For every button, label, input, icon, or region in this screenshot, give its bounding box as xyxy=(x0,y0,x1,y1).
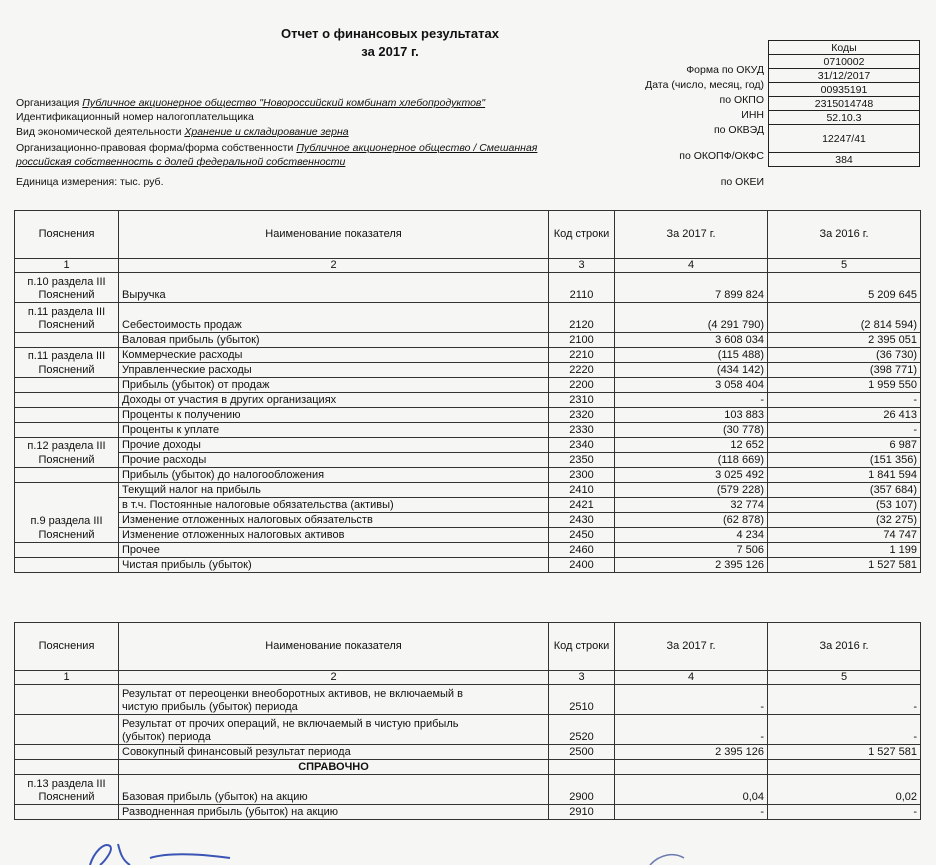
row-2017: - xyxy=(615,805,768,820)
row-2017: (115 488) xyxy=(615,348,768,363)
row-code: 2510 xyxy=(549,685,615,715)
row-name: Валовая прибыль (убыток) xyxy=(119,333,549,348)
colnum: 3 xyxy=(549,259,615,273)
row-code: 2910 xyxy=(549,805,615,820)
row-2017: 7 899 824 xyxy=(615,273,768,303)
row-code: 2430 xyxy=(549,513,615,528)
col-header-notes: Пояснения xyxy=(15,211,119,259)
row-code: 2100 xyxy=(549,333,615,348)
codes-table xyxy=(768,40,920,167)
row-note-line1: п.13 раздела III xyxy=(27,778,106,790)
row-2017: (118 669) xyxy=(615,453,768,468)
empty-cell xyxy=(768,760,921,775)
row-2017: 32 774 xyxy=(615,498,768,513)
okud-value: 0710002 xyxy=(769,55,920,69)
row-2016: 5 209 645 xyxy=(768,273,921,303)
okpo-value: 00935191 xyxy=(769,83,920,97)
row-note: п.9 раздела III xyxy=(15,513,119,528)
section-row xyxy=(15,760,921,775)
row-note: п.11 раздела III xyxy=(15,348,119,363)
colnum: 2 xyxy=(119,671,549,685)
row-2016: 74 747 xyxy=(768,528,921,543)
row-name: Прочие расходы xyxy=(119,453,549,468)
form-value-1: Публичное акционерное общество / Смешанная xyxy=(296,142,538,154)
row-2017: (434 142) xyxy=(615,363,768,378)
row-code: 2220 xyxy=(549,363,615,378)
col-header-name: Наименование показателя xyxy=(119,211,549,259)
org-line xyxy=(16,97,485,110)
okopf-label: по ОКОПФ/ОКФС xyxy=(679,150,764,162)
colnum: 5 xyxy=(768,671,921,685)
inn-label: ИНН xyxy=(741,109,764,121)
date-value: 31/12/2017 xyxy=(769,69,920,83)
row-2016: 1 527 581 xyxy=(768,558,921,573)
table-header-row xyxy=(15,623,921,671)
col-header-2016: За 2016 г. xyxy=(768,623,921,671)
row-note: п.11 раздела III Пояснений xyxy=(15,303,119,333)
row-name: Текущий налог на прибыль xyxy=(119,483,549,498)
row-code: 2450 xyxy=(549,528,615,543)
table-row xyxy=(15,513,921,528)
section-title: СПРАВОЧНО xyxy=(119,760,549,775)
row-2017: 3 608 034 xyxy=(615,333,768,348)
okpo-label: по ОКПО xyxy=(719,94,764,106)
row-name: Прочие доходы xyxy=(119,438,549,453)
row-code: 2460 xyxy=(549,543,615,558)
col-header-code: Код строки xyxy=(549,211,615,259)
table-row xyxy=(15,423,921,438)
row-2016: - xyxy=(768,393,921,408)
colnum: 4 xyxy=(615,259,768,273)
row-code: 2200 xyxy=(549,378,615,393)
row-code: 2421 xyxy=(549,498,615,513)
row-note xyxy=(15,760,119,775)
form-line-1 xyxy=(16,142,537,155)
row-2016: 1 527 581 xyxy=(768,745,921,760)
row-code: 2350 xyxy=(549,453,615,468)
row-2017: 2 395 126 xyxy=(615,745,768,760)
table-row xyxy=(15,685,921,715)
row-name xyxy=(119,685,549,715)
row-2016: 1 959 550 xyxy=(768,378,921,393)
row-2017: 3 058 404 xyxy=(615,378,768,393)
row-code: 2210 xyxy=(549,348,615,363)
row-code: 2300 xyxy=(549,468,615,483)
row-2017: 12 652 xyxy=(615,438,768,453)
row-name-line2: чистую прибыль (убыток) периода xyxy=(122,701,298,713)
comprehensive-result-table xyxy=(14,622,921,820)
row-note xyxy=(15,745,119,760)
row-name: Управленческие расходы xyxy=(119,363,549,378)
org-value: Публичное акционерное общество "Новороссийский комбинат хлебопродуктов" xyxy=(82,97,486,109)
row-code: 2310 xyxy=(549,393,615,408)
row-2016: - xyxy=(768,715,921,745)
row-note: п.10 раздела III Пояснений xyxy=(15,273,119,303)
row-code: 2400 xyxy=(549,558,615,573)
col-header-2016: За 2016 г. xyxy=(768,211,921,259)
table-row xyxy=(15,333,921,348)
row-note xyxy=(15,483,119,498)
row-2017: - xyxy=(615,393,768,408)
row-2016: 1 841 594 xyxy=(768,468,921,483)
row-name-line1: Результат от прочих операций, не включаемый в чистую прибыль xyxy=(122,718,459,730)
col-header-2017: За 2017 г. xyxy=(615,211,768,259)
unit-label: Единица измерения: тыс. руб. xyxy=(16,176,164,188)
row-note-line2: Пояснений xyxy=(38,791,95,803)
row-note xyxy=(15,775,119,805)
row-2016: (36 730) xyxy=(768,348,921,363)
okopf-value: 12247/41 xyxy=(769,125,920,153)
row-note xyxy=(15,715,119,745)
colnum: 3 xyxy=(549,671,615,685)
colnum: 1 xyxy=(15,259,119,273)
row-2016: (398 771) xyxy=(768,363,921,378)
row-name: Изменение отложенных налоговых обязательств xyxy=(119,513,549,528)
row-name: в т.ч. Постоянные налоговые обязательства (активы) xyxy=(119,498,549,513)
org-label: Организация xyxy=(16,97,80,109)
row-2017: (62 878) xyxy=(615,513,768,528)
row-note xyxy=(15,498,119,513)
row-name: Разводненная прибыль (убыток) на акцию xyxy=(119,805,549,820)
row-code: 2320 xyxy=(549,408,615,423)
row-name: Чистая прибыль (убыток) xyxy=(119,558,549,573)
row-name: Прибыль (убыток) до налогообложения xyxy=(119,468,549,483)
row-name: Проценты к получению xyxy=(119,408,549,423)
inn-value: 2315014748 xyxy=(769,97,920,111)
row-2016: 2 395 051 xyxy=(768,333,921,348)
row-2016: - xyxy=(768,685,921,715)
row-name: Базовая прибыль (убыток) на акцию xyxy=(119,775,549,805)
inn-title: Идентификационный номер налогоплательщика xyxy=(16,111,254,123)
colnum-row xyxy=(15,671,921,685)
row-2017: - xyxy=(615,715,768,745)
table-row xyxy=(15,348,921,363)
table-row xyxy=(15,393,921,408)
row-note xyxy=(15,468,119,483)
codes-header: Коды xyxy=(769,41,920,55)
row-name-line1: Результат от переоценки внеоборотных активов, не включаемый в xyxy=(122,688,463,700)
activity-line xyxy=(16,126,349,139)
row-code: 2500 xyxy=(549,745,615,760)
empty-cell xyxy=(615,760,768,775)
row-2017: 4 234 xyxy=(615,528,768,543)
row-2017: 0,04 xyxy=(615,775,768,805)
row-2016: (53 107) xyxy=(768,498,921,513)
table-row xyxy=(15,468,921,483)
row-2016: 0,02 xyxy=(768,775,921,805)
row-note: п.12 раздела III xyxy=(15,438,119,453)
colnum: 2 xyxy=(119,259,549,273)
row-2016: 26 413 xyxy=(768,408,921,423)
table-header-row xyxy=(15,211,921,259)
activity-label: Вид экономической деятельности xyxy=(16,126,182,138)
table-row xyxy=(15,498,921,513)
row-note: Пояснений xyxy=(15,363,119,378)
table-row xyxy=(15,558,921,573)
row-name: Прочее xyxy=(119,543,549,558)
row-code: 2410 xyxy=(549,483,615,498)
table-row xyxy=(15,805,921,820)
table-row xyxy=(15,378,921,393)
row-code: 2900 xyxy=(549,775,615,805)
colnum-row xyxy=(15,259,921,273)
row-note xyxy=(15,408,119,423)
table-row xyxy=(15,745,921,760)
row-2016: (357 684) xyxy=(768,483,921,498)
row-2016: 6 987 xyxy=(768,438,921,453)
row-code: 2120 xyxy=(549,303,615,333)
row-2017: 3 025 492 xyxy=(615,468,768,483)
col-header-code: Код строки xyxy=(549,623,615,671)
row-name: Выручка xyxy=(119,273,549,303)
row-note: Пояснений xyxy=(15,453,119,468)
empty-cell xyxy=(549,760,615,775)
row-2016: - xyxy=(768,423,921,438)
colnum: 5 xyxy=(768,259,921,273)
okei-label: по ОКЕИ xyxy=(720,176,764,188)
table-row xyxy=(15,408,921,423)
report-period: за 2017 г. xyxy=(361,44,419,59)
table-row xyxy=(15,363,921,378)
col-header-notes: Пояснения xyxy=(15,623,119,671)
row-note xyxy=(15,685,119,715)
row-2017: (30 778) xyxy=(615,423,768,438)
table-row xyxy=(15,483,921,498)
date-label: Дата (число, месяц, год) xyxy=(645,79,764,91)
row-note xyxy=(15,333,119,348)
row-code: 2340 xyxy=(549,438,615,453)
table-row xyxy=(15,775,921,805)
col-header-name: Наименование показателя xyxy=(119,623,549,671)
row-code: 2520 xyxy=(549,715,615,745)
colnum: 4 xyxy=(615,671,768,685)
row-name: Изменение отложенных налоговых активов xyxy=(119,528,549,543)
row-note xyxy=(15,805,119,820)
row-name xyxy=(119,715,549,745)
row-2017: 2 395 126 xyxy=(615,558,768,573)
table-row xyxy=(15,543,921,558)
okved-value: 52.10.3 xyxy=(769,111,920,125)
row-name-line2: (убыток) периода xyxy=(122,731,211,743)
row-note xyxy=(15,543,119,558)
row-note xyxy=(15,378,119,393)
row-2016: 1 199 xyxy=(768,543,921,558)
row-2017: 103 883 xyxy=(615,408,768,423)
activity-value: Хранение и складирование зерна xyxy=(184,126,349,138)
row-2016: (32 275) xyxy=(768,513,921,528)
report-title: Отчет о финансовых результатах xyxy=(281,26,499,41)
financial-results-table xyxy=(14,210,921,573)
form-label: Организационно-правовая форма/форма собственности xyxy=(16,142,294,154)
row-2017: (579 228) xyxy=(615,483,768,498)
row-name: Доходы от участия в других организациях xyxy=(119,393,549,408)
signature-mark xyxy=(640,848,700,865)
table-row xyxy=(15,715,921,745)
row-2017: (4 291 790) xyxy=(615,303,768,333)
row-note xyxy=(15,393,119,408)
okud-label: Форма по ОКУД xyxy=(686,64,764,76)
row-name: Прибыль (убыток) от продаж xyxy=(119,378,549,393)
colnum: 1 xyxy=(15,671,119,685)
row-code: 2330 xyxy=(549,423,615,438)
row-note xyxy=(15,558,119,573)
row-name: Себестоимость продаж xyxy=(119,303,549,333)
table-row xyxy=(15,438,921,453)
row-name: Проценты к уплате xyxy=(119,423,549,438)
row-note: Пояснений xyxy=(15,528,119,543)
okei-value: 384 xyxy=(769,153,920,167)
table-row xyxy=(15,303,921,333)
table-row xyxy=(15,453,921,468)
table-row xyxy=(15,528,921,543)
row-2016: (151 356) xyxy=(768,453,921,468)
row-2017: 7 506 xyxy=(615,543,768,558)
table-row xyxy=(15,273,921,303)
okved-label: по ОКВЭД xyxy=(713,124,764,136)
row-name: Коммерческие расходы xyxy=(119,348,549,363)
row-2016: (2 814 594) xyxy=(768,303,921,333)
form-value-2: российская собственность с долей федеральной собственности xyxy=(16,156,346,168)
col-header-2017: За 2017 г. xyxy=(615,623,768,671)
form-line-2 xyxy=(16,156,345,169)
row-2017: - xyxy=(615,685,768,715)
row-name: Совокупный финансовый результат периода xyxy=(119,745,549,760)
signature-mark xyxy=(60,838,260,865)
row-2016: - xyxy=(768,805,921,820)
row-note xyxy=(15,423,119,438)
row-code: 2110 xyxy=(549,273,615,303)
